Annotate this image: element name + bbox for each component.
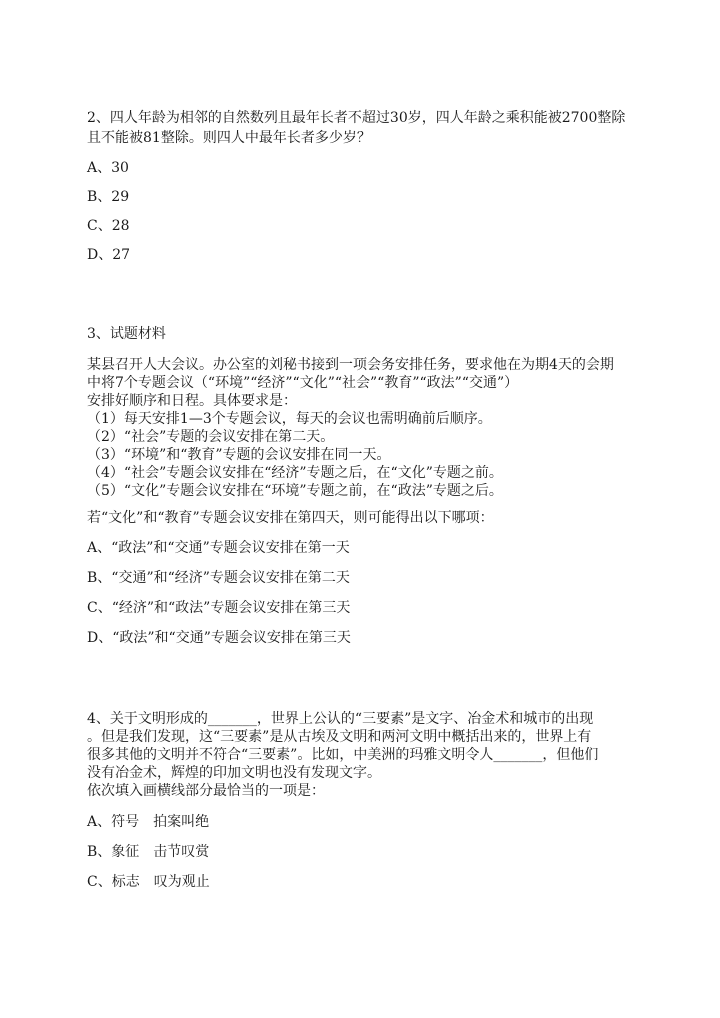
- question-3: [87, 324, 662, 648]
- question-2-option-a: A、30: [87, 160, 129, 176]
- question-2-option-c: C、28: [87, 218, 130, 234]
- material-line: 安排好顺序和日程。具体要求是：: [87, 393, 297, 409]
- question-3-option-c: C、“经济”和“政法”专题会议安排在第三天: [87, 600, 351, 616]
- question-4-stem-line: 很多其他的文明并不符合“三要素”。比如，中美洲的玛雅文明令人_______，但他们: [87, 747, 599, 763]
- question-4-stem-line: 依次填入画横线部分最恰当的一项是：: [87, 783, 325, 799]
- question-4-option-a: A、符号 拍案叫绝: [87, 814, 210, 830]
- question-4-stem: [87, 710, 662, 800]
- question-2-stem: [87, 108, 662, 148]
- question-3-option-a: A、“政法”和“交通”专题会议安排在第一天: [87, 540, 350, 556]
- question-4-option-b: B、象征 击节叹赏: [87, 844, 210, 860]
- question-3-question: 若“文化”和“教育”专题会议安排在第四天，则可能得出以下哪项：: [87, 510, 494, 526]
- material-line: 中将7个专题会议（“环境”“经济”“文化”“社会”“教育”“政法”“交通”）: [87, 375, 519, 391]
- question-3-option-d: D、“政法”和“交通”专题会议安排在第三天: [87, 630, 351, 646]
- material-line: 某县召开人大会议。办公室的刘秘书接到一项会务安排任务，要求他在为期4天的会期: [87, 357, 614, 373]
- question-4-stem-line: 4、关于文明形成的_______，世界上公认的“三要素”是文字、冶金术和城市的出现: [87, 711, 594, 727]
- question-4-option-c: C、标志 叹为观止: [87, 874, 210, 890]
- question-2: [87, 108, 662, 265]
- requirement-item: （3）“环境”和“教育”专题的会议安排在同一天。: [87, 447, 391, 463]
- question-2-option-b: B、29: [87, 189, 130, 205]
- question-3-title: 3、试题材料: [87, 326, 166, 342]
- question-2-stem-line: 2、四人年龄为相邻的自然数列且最年长者不超过30岁，四人年龄之乘积能被2700整除: [87, 110, 626, 126]
- question-3-option-b: B、“交通”和“经济”专题会议安排在第二天: [87, 570, 350, 586]
- requirement-item: （2）“社会”专题的会议安排在第二天。: [87, 429, 335, 445]
- requirement-item: （4）“社会”专题会议安排在“经济”专题之后，在“文化”专题之前。: [87, 465, 503, 481]
- question-2-stem-line: 且不能被81整除。则四人中最年长者多少岁？: [87, 130, 371, 146]
- question-4: [87, 710, 662, 892]
- question-3-requirements: [87, 410, 662, 500]
- question-2-option-d: D、27: [87, 247, 131, 263]
- question-4-stem-line: 。但是我们发现，这“三要素”是从古埃及文明和两河文明中概括出来的，世界上有: [87, 729, 592, 745]
- question-3-material: [87, 356, 662, 410]
- question-4-stem-line: 没有冶金术，辉煌的印加文明也没有发现文字。: [87, 765, 381, 781]
- requirement-item: （5）“文化”专题会议安排在“环境”专题之前，在“政法”专题之后。: [87, 483, 503, 499]
- requirement-item: （1）每天安排1—3个专题会议，每天的会议也需明确前后顺序。: [87, 411, 492, 427]
